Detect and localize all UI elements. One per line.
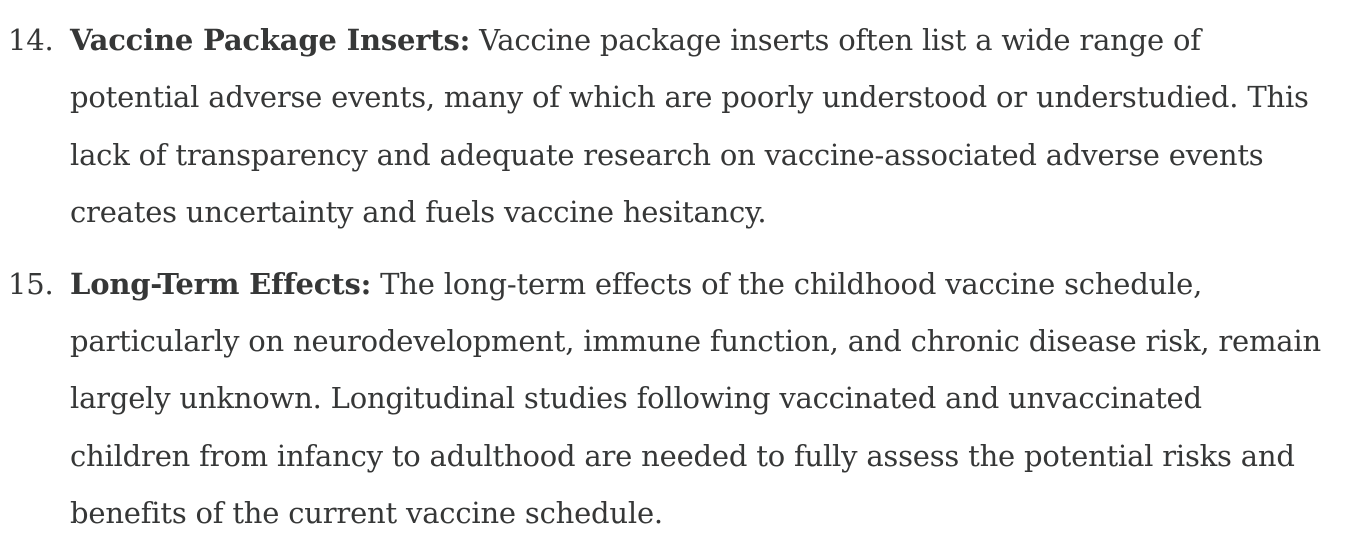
list-item-term: Long-Term Effects:: [70, 266, 372, 301]
list-item-term: Vaccine Package Inserts:: [70, 23, 471, 57]
list-item: [0, 256, 1348, 543]
list-item-text: Vaccine package inserts often list a wide range of potential adverse events, many of which are poorly understood or understudied. This lack of transparency and adequate research on vaccine-associated adverse events creates uncertainty and fuels vaccine hesitancy.: [70, 23, 1309, 230]
list-item: [0, 12, 1348, 242]
numbered-list: [0, 12, 1348, 543]
list-item-number: 14.: [8, 23, 54, 57]
list-item-number: 15.: [8, 266, 54, 301]
list-item-text: The long-term effects of the childhood vaccine schedule, particularly on neurodevelopment, immune function, and chronic disease risk, remain largely unknown. Longitudinal studies following vaccinated and unvaccinated children from infancy to adulthood are needed to fully assess the potential risks and benefits of the current vaccine schedule.: [70, 266, 1321, 531]
